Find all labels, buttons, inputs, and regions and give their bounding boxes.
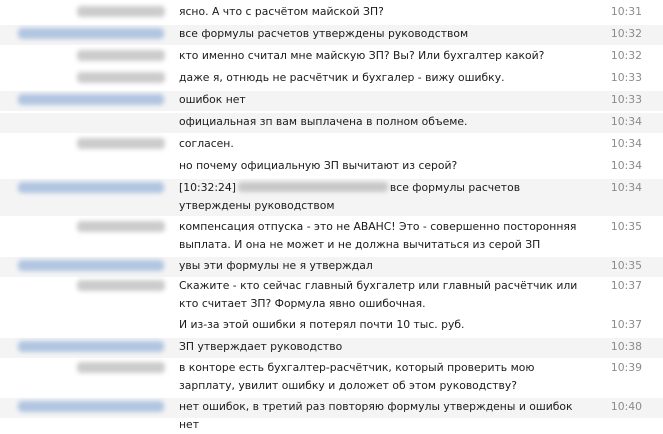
message-text: все формулы расчетов утверждены руководством bbox=[179, 27, 469, 40]
message-text: даже я, отнюдь не расчётчик и бухгалер - вижу ошибку. bbox=[179, 71, 505, 84]
message-time: 10:37 bbox=[610, 279, 642, 292]
message-row bbox=[0, 25, 663, 45]
quoted-sender-blurred bbox=[238, 182, 388, 192]
sender-name-blurred bbox=[18, 182, 164, 193]
message-row bbox=[0, 398, 663, 431]
message-time: 10:37 bbox=[610, 318, 642, 331]
message-row bbox=[0, 218, 663, 255]
sender-name-blurred bbox=[18, 401, 164, 412]
message-text bbox=[179, 179, 589, 215]
message-row bbox=[0, 157, 663, 177]
sender-name-blurred bbox=[77, 362, 165, 373]
message-time: 10:32 bbox=[610, 27, 642, 40]
message-text: Скажите - кто сейчас главный бухгалетр или главный расчётчик или кто считает ЗП? Формула явно ошибочная. bbox=[179, 279, 578, 310]
message-time: 10:33 bbox=[610, 93, 642, 106]
message-time: 10:35 bbox=[610, 259, 642, 272]
message-time: 10:39 bbox=[610, 361, 642, 374]
sender-name-blurred bbox=[77, 138, 165, 149]
message-text: И из-за этой ошибки я потерял почти 10 тыс. руб. bbox=[179, 318, 465, 331]
message-row bbox=[0, 316, 663, 336]
message-row bbox=[0, 179, 663, 216]
sender-name-blurred bbox=[77, 72, 165, 83]
message-text: компенсация отпуска - это не АВАНС! Это - совершенно посторонняя выплата. И она не может и не должна вычитаться из серой ЗП bbox=[179, 220, 577, 251]
message-row bbox=[0, 338, 663, 358]
message-time: 10:32 bbox=[610, 49, 642, 62]
message-time: 10:34 bbox=[610, 137, 642, 150]
message-text: согласен. bbox=[179, 137, 234, 150]
message-time: 10:34 bbox=[610, 115, 642, 128]
message-row bbox=[0, 135, 663, 155]
sender-name-blurred bbox=[77, 6, 165, 17]
message-text: в конторе есть бухгалтер-расчётчик, который проверить мою зарплату, увилит ошибку и доложет об этом руководству? bbox=[179, 361, 535, 392]
message-row bbox=[0, 91, 663, 111]
message-text: кто именно считал мне майскую ЗП? Вы? Или бухгалтер какой? bbox=[179, 49, 545, 62]
message-text: нет ошибок, в третий раз повторяю формулы утверждены и ошибок нет bbox=[179, 400, 573, 431]
sender-name-blurred bbox=[18, 28, 164, 39]
message-row bbox=[0, 277, 663, 314]
quote-timestamp: [10:32:24] bbox=[179, 181, 236, 194]
message-text: но почему официальную ЗП вычитают из серой? bbox=[179, 159, 458, 172]
sender-name-blurred bbox=[18, 94, 164, 105]
message-text: ясно. А что с расчётом майской ЗП? bbox=[179, 5, 384, 18]
message-time: 10:38 bbox=[610, 340, 642, 353]
message-time: 10:34 bbox=[610, 159, 642, 172]
message-row bbox=[0, 113, 663, 133]
sender-name-blurred bbox=[77, 221, 165, 232]
message-text: официальная зп вам выплачена в полном объеме. bbox=[179, 115, 468, 128]
message-row bbox=[0, 359, 663, 396]
message-row bbox=[0, 69, 663, 89]
sender-name-blurred bbox=[77, 50, 165, 61]
sender-name-blurred bbox=[18, 341, 164, 352]
message-time: 10:34 bbox=[610, 181, 642, 194]
message-time: 10:40 bbox=[610, 400, 642, 413]
sender-name-blurred bbox=[18, 260, 164, 271]
message-time: 10:35 bbox=[610, 220, 642, 233]
message-text: ЗП утверждает руководство bbox=[179, 340, 343, 353]
message-row bbox=[0, 257, 663, 277]
message-time: 10:31 bbox=[610, 5, 642, 18]
message-text: ошибок нет bbox=[179, 93, 246, 106]
message-row bbox=[0, 3, 663, 23]
message-time: 10:33 bbox=[610, 71, 642, 84]
message-text: увы эти формулы не я утверждал bbox=[179, 259, 373, 272]
quoted-text: все формулы расчетов утверждены руководством bbox=[179, 181, 521, 212]
message-row bbox=[0, 47, 663, 67]
sender-name-blurred bbox=[77, 280, 165, 291]
